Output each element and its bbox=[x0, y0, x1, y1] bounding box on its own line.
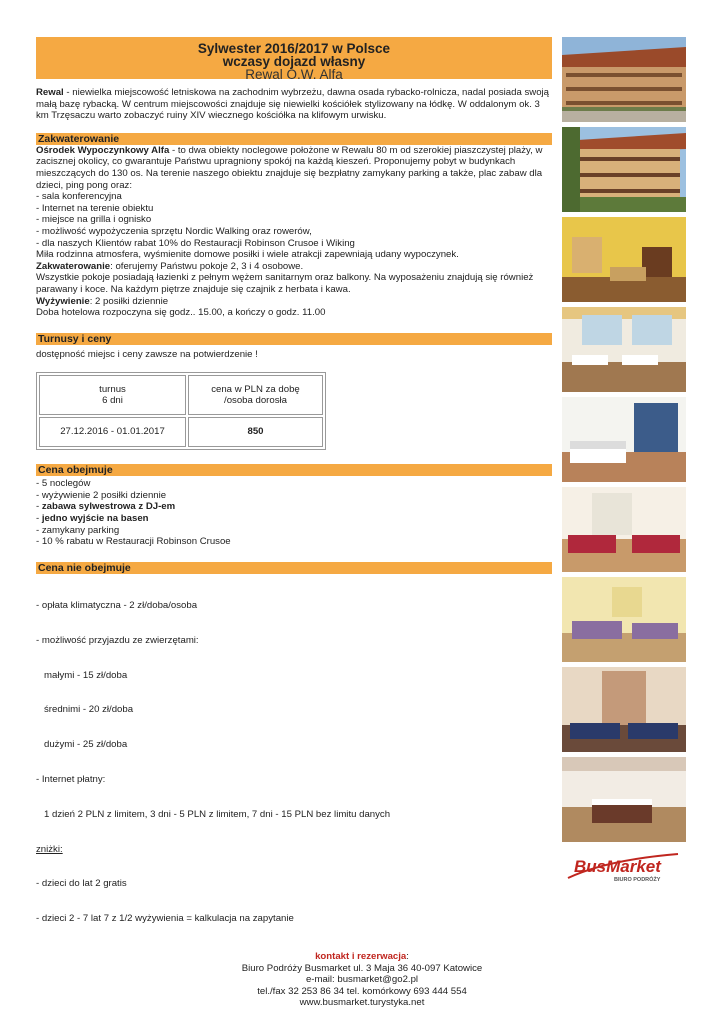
header-cell-price bbox=[188, 375, 323, 415]
photo-room-6 bbox=[562, 757, 686, 842]
photo-room-1 bbox=[562, 217, 686, 302]
prices-note: dostępność miejsc i ceny zawsze na potwierdzenie ! bbox=[36, 348, 258, 360]
amenity-item: - możliwość wypożyczenia sprzętu Nordic Walking oraz rowerów, bbox=[36, 225, 312, 237]
rooms-text: : oferujemy Państwu pokoje 2, 3 i 4 osobowe. bbox=[110, 260, 304, 272]
list-item: 1 dzień 2 PLN z limitem, 3 dni - 5 PLN z limitem, 7 dni - 15 PLN bez limitu danych bbox=[36, 808, 391, 820]
intro-paragraph bbox=[36, 87, 552, 122]
rooms-description: Wszystkie pokoje posiadają łazienki z pełnym wężem sanitarnym oraz balkony. Na wyposażeniu znajdują się również parawany i koce. Na każdym piętrze znajduje się czajnik z herbata i kawa. bbox=[36, 272, 534, 295]
contact-footer bbox=[0, 951, 724, 1009]
logo-subtitle: BIURO PODRÓŻY bbox=[614, 877, 661, 883]
footer-email: e-mail: busmarket@go2.pl bbox=[305, 974, 419, 986]
board-line bbox=[36, 296, 552, 308]
header-text: /osoba dorosła bbox=[224, 395, 287, 407]
list-bullet: - bbox=[36, 501, 42, 513]
list-item: średnimi - 20 zł/doba bbox=[36, 704, 134, 716]
photo-room-3 bbox=[562, 487, 686, 572]
intro-bold: Rewal bbox=[36, 87, 64, 98]
header-text: 6 dni bbox=[102, 395, 123, 407]
accommodation-section bbox=[36, 145, 552, 319]
section-included-heading: Cena obejmuje bbox=[36, 464, 552, 476]
photo-dining-room bbox=[562, 307, 686, 392]
resort-name: Ośrodek Wypoczynkowy Alfa bbox=[36, 144, 170, 156]
dates-cell: 27.12.2016 - 01.01.2017 bbox=[39, 417, 186, 447]
price-cell: 850 bbox=[188, 417, 323, 447]
logo-wordmark: BusMarket bbox=[574, 857, 661, 876]
excluded-list bbox=[36, 577, 552, 948]
section-prices-heading: Turnusy i ceny bbox=[36, 333, 552, 345]
footer-title-line bbox=[0, 951, 724, 963]
title-line-1: Sylwester 2016/2017 w Polsce bbox=[197, 41, 391, 56]
list-item: - wyżywienie 2 posiłki dziennie bbox=[36, 489, 167, 501]
amenity-item: - sala konferencyjna bbox=[36, 191, 122, 203]
photo-column bbox=[562, 37, 686, 847]
title-line-3: Rewal O.W. Alfa bbox=[245, 67, 343, 82]
photo-room-4 bbox=[562, 577, 686, 662]
accommodation-intro bbox=[36, 145, 552, 191]
title-banner bbox=[36, 37, 552, 82]
amenity-item: - dla naszych Klientów rabat 10% do Restauracji Robinson Crusoe i Wiking bbox=[36, 237, 355, 249]
amenity-item: - miejsce na grilla i ognisko bbox=[36, 214, 152, 226]
section-accommodation-heading: Zakwaterowanie bbox=[36, 133, 552, 145]
board-text: : 2 posiłki dziennie bbox=[89, 295, 169, 307]
section-excluded-heading: Cena nie obejmuje bbox=[36, 562, 552, 574]
list-item: - 10 % rabatu w Restauracji Robinson Crusoe bbox=[36, 536, 231, 548]
list-item bbox=[36, 501, 552, 513]
list-bold-text: jedno wyjście na basen bbox=[41, 513, 149, 525]
header-text: turnus bbox=[99, 383, 126, 395]
photo-room-5 bbox=[562, 667, 686, 752]
table-row bbox=[39, 417, 323, 447]
list-bold-text: zabawa sylwestrowa z DJ-em bbox=[41, 501, 176, 513]
list-bullet: - bbox=[36, 513, 42, 525]
header-text: cena w PLN za dobę bbox=[211, 383, 300, 395]
footer-address: Biuro Podróży Busmarket ul. 3 Maja 36 40-097 Katowice bbox=[241, 962, 483, 974]
list-item: - Internet płatny: bbox=[36, 773, 106, 785]
intro-text: - niewielka miejscowość letniskowa na zachodnim wybrzeżu, dawna osada rybacko-rolnicza, nadal posiada swoją małą bazę rybacką. W centrum miejscowości znajduje się niewielki kościółek stylizowany na łódkę. W oddalonym ok. 3 km Trzęsaczu warto zobaczyć ruiny XIV wiecznego kościółka na klifowym urwisku. bbox=[36, 87, 549, 122]
table-header-row bbox=[39, 375, 323, 415]
busmarket-logo bbox=[566, 848, 682, 884]
price-table bbox=[36, 372, 326, 450]
list-item: małymi - 15 zł/doba bbox=[36, 669, 128, 681]
footer-phone: tel./fax 32 253 86 34 tel. komórkowy 693 444 554 bbox=[257, 985, 467, 997]
footer-website: www.busmarket.turystyka.net bbox=[299, 997, 425, 1009]
discounts-label: zniżki: bbox=[36, 843, 63, 855]
main-content bbox=[36, 37, 552, 948]
rooms-line bbox=[36, 261, 552, 273]
list-item: dużymi - 25 zł/doba bbox=[36, 739, 128, 751]
footer-title: kontakt i rezerwacja bbox=[315, 951, 407, 962]
resort-description: - to dwa obiekty noclegowe położone w Rewalu 80 m od szerokiej piaszczystej plaży, w zacisznej okolicy, co gwarantuje Państwu upragniony spokój na każdą kieszeń. Proponujemy pobyt w budynkach mieszczących do 130 os. Na terenie naszego obiektu znajduje się bezpłatny zamykany parking a także, plac zabaw dla dzieci, ping pong oraz: bbox=[36, 144, 543, 191]
list-item: - możliwość przyjazdu ze zwierzętami: bbox=[36, 634, 199, 646]
title-line-2: wczasy dojazd własny bbox=[222, 54, 366, 69]
list-item bbox=[36, 513, 552, 525]
photo-room-2 bbox=[562, 397, 686, 482]
list-item: - dzieci 2 - 7 lat 7 z 1/2 wyżywienia = kalkulacja na zapytanie bbox=[36, 913, 294, 925]
board-label: Wyżywienie bbox=[36, 295, 90, 307]
list-item: - zamykany parking bbox=[36, 524, 120, 536]
amenity-item: - Internet na terenie obiektu bbox=[36, 202, 154, 214]
list-item: - 5 noclegów bbox=[36, 478, 91, 490]
footer-colon: : bbox=[406, 951, 409, 962]
list-item: - dzieci do lat 2 gratis bbox=[36, 878, 127, 890]
included-list bbox=[36, 478, 552, 548]
photo-building-2 bbox=[562, 127, 686, 212]
rooms-label: Zakwaterowanie bbox=[36, 260, 111, 272]
atmosphere-text: Miła rodzinna atmosfera, wyśmienite domowe posiłki i wiele atrakcji zapewniają udany wypoczynek. bbox=[36, 249, 459, 261]
photo-building-1 bbox=[562, 37, 686, 122]
hotel-day-text: Doba hotelowa rozpoczyna się godz.. 15.00, a kończy o godz. 11.00 bbox=[36, 307, 326, 319]
list-item: - opłata klimatyczna - 2 zł/doba/osoba bbox=[36, 600, 198, 612]
header-cell-turnus bbox=[39, 375, 186, 415]
